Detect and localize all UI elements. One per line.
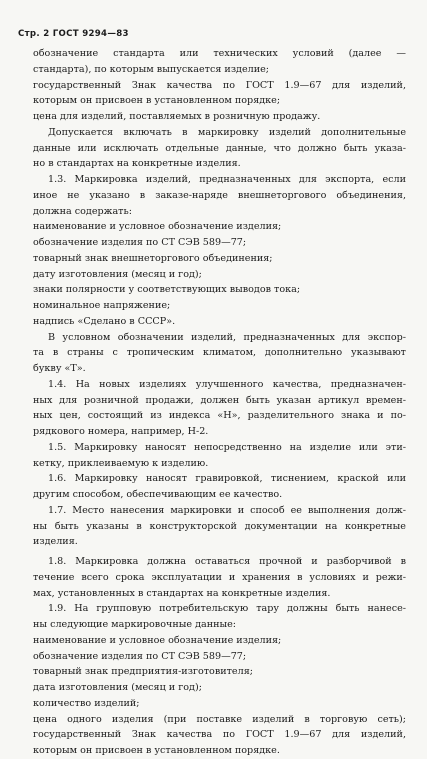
text-line: 1.7. Место нанесения маркировки и способ ее выполнения долж- (48, 504, 406, 516)
text-line: должна содержать: (33, 205, 132, 217)
page-header: Стр. 2 ГОСТ 9294—83 (18, 29, 129, 39)
text-line: цена для изделий, поставляемых в розничную продажу. (33, 111, 321, 122)
text-line: мах, установленных в стандартах на конкретные изделия. (33, 587, 331, 599)
document-body (33, 46, 406, 759)
text-line: которым он присвоен в установленном порядке. (33, 745, 280, 756)
text-line: 1.3. Маркировка изделий, предназначенных для экспорта, если (48, 174, 406, 185)
text-line: букву «Т». (33, 363, 86, 374)
text-line: Допускается включать в маркировку изделий дополнительные (48, 126, 406, 138)
text-line: товарный знак внешнеторгового объединения; (33, 252, 273, 264)
text-line: кетку, приклеиваемую к изделию. (33, 457, 209, 469)
text-line: надпись «Сделано в СССР». (33, 315, 176, 327)
text-line: ных для розничной продажи, должен быть указан артикул времен- (33, 394, 406, 406)
text-line: дата изготовления (месяц и год); (33, 682, 202, 693)
text-line: номинальное напряжение; (33, 300, 171, 311)
text-line: наименование и условное обозначение изделия; (33, 221, 282, 233)
text-line: обозначение изделия по СТ СЭВ 589—77; (33, 650, 247, 662)
text-line: иное не указано в заказе-наряде внешнеторгового объединения, (33, 189, 406, 201)
text-line: дату изготовления (месяц и год); (33, 268, 202, 280)
text-line: знаки полярности у соответствующих выводов тока; (33, 284, 301, 296)
text-line: количество изделий; (33, 697, 140, 709)
text-line: та в страны с тропическим климатом, дополнительно указывают (33, 347, 406, 359)
text-line: обозначение изделия по СТ СЭВ 589—77; (33, 237, 247, 248)
text-line: ны следующие маркировочные данные: (33, 619, 237, 630)
text-line: 1.8. Маркировка должна оставаться прочной и разборчивой в (48, 556, 406, 567)
text-line: данные или исключать отдельные данные, что должно быть указа- (33, 142, 406, 154)
text-line: рядкового номера, например, Н-2. (33, 426, 209, 437)
text-line: 1.9. На групповую потребительскую тару должны быть нанесе- (48, 603, 406, 615)
text-line: 1.6. Маркировку наносят гравировкой, тиснением, краской или (48, 473, 406, 485)
text-line: государственный Знак качества по ГОСТ 1.9—67 для изделий, (33, 79, 406, 91)
text-line: наименование и условное обозначение изделия; (33, 634, 282, 646)
text-line: обозначение стандарта или технических условий (далее — (33, 48, 406, 59)
text-line: течение всего срока эксплуатации и хранения в условиях и режи- (33, 571, 406, 583)
text-line: 1.4. На новых изделиях улучшенного качества, предназначен- (48, 378, 406, 390)
text-line: которым он присвоен в установленном порядке; (33, 95, 281, 107)
text-line: цена одного изделия (при поставке изделий в торговую сеть); (33, 713, 406, 725)
text-line: ных цен, состоящий из индекса «Н», разделительного знака и по- (33, 410, 406, 422)
text-line: 1.5. Маркировку наносят непосредственно на изделие или эти- (48, 441, 406, 453)
text-line: изделия. (33, 536, 78, 548)
text-line: стандарта), по которым выпускается изделие; (33, 63, 270, 75)
text-line: но в стандартах на конкретные изделия. (33, 158, 241, 170)
text-line: В условном обозначении изделий, предназначенных для экспор- (48, 331, 406, 343)
text-line: государственный Знак качества по ГОСТ 1.9—67 для изделий, (33, 729, 406, 741)
text-line: товарный знак предприятия-изготовителя; (33, 666, 253, 678)
text-line: другим способом, обеспечивающим ее качество. (33, 489, 283, 500)
text-line: ны быть указаны в конструкторской документации на конкретные (33, 520, 406, 532)
